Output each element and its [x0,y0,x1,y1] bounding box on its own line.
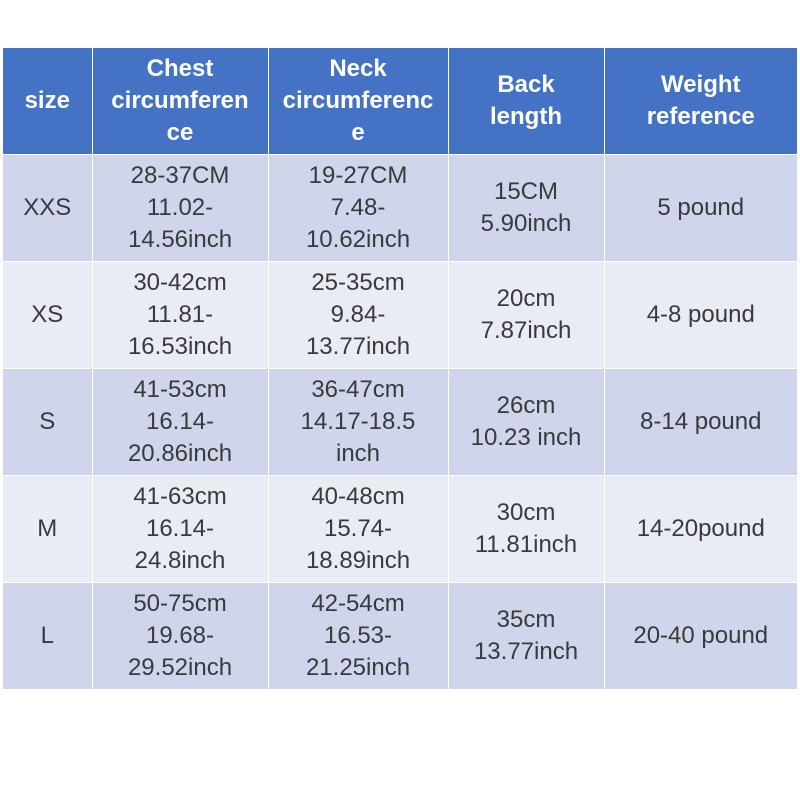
table-row-xxs [3,154,797,261]
chest-cell: 41-63cm 16.14- 24.8inch [92,475,268,582]
size-cell: M [3,475,92,582]
table-row-s [3,368,797,475]
header-chest-circumference: Chest circumferen ce [92,48,268,154]
header-weight-reference: Weight reference [604,48,797,154]
table-body [3,154,797,689]
table-row-xs [3,261,797,368]
neck-cell: 40-48cm 15.74- 18.89inch [268,475,448,582]
chest-cell: 28-37CM 11.02- 14.56inch [92,154,268,261]
table-header [3,48,797,154]
neck-cell: 42-54cm 16.53- 21.25inch [268,582,448,689]
back-length-cell: 30cm 11.81inch [448,475,604,582]
table-row-m [3,475,797,582]
neck-cell: 19-27CM 7.48- 10.62inch [268,154,448,261]
back-length-cell: 20cm 7.87inch [448,261,604,368]
header-back-length: Back length [448,48,604,154]
weight-cell: 20-40 pound [604,582,797,689]
back-length-cell: 35cm 13.77inch [448,582,604,689]
header-neck-circumference: Neck circumferenc e [268,48,448,154]
back-length-cell: 15CM 5.90inch [448,154,604,261]
back-length-cell: 26cm 10.23 inch [448,368,604,475]
weight-cell: 4-8 pound [604,261,797,368]
size-cell: L [3,582,92,689]
table-row-l [3,582,797,689]
header-row [3,48,797,154]
neck-cell: 25-35cm 9.84- 13.77inch [268,261,448,368]
size-cell: XS [3,261,92,368]
neck-cell: 36-47cm 14.17-18.5 inch [268,368,448,475]
size-cell: XXS [3,154,92,261]
weight-cell: 14-20pound [604,475,797,582]
chest-cell: 50-75cm 19.68- 29.52inch [92,582,268,689]
size-chart-table [3,48,797,690]
chest-cell: 30-42cm 11.81- 16.53inch [92,261,268,368]
chest-cell: 41-53cm 16.14- 20.86inch [92,368,268,475]
weight-cell: 8-14 pound [604,368,797,475]
header-size: size [3,48,92,154]
weight-cell: 5 pound [604,154,797,261]
size-cell: S [3,368,92,475]
